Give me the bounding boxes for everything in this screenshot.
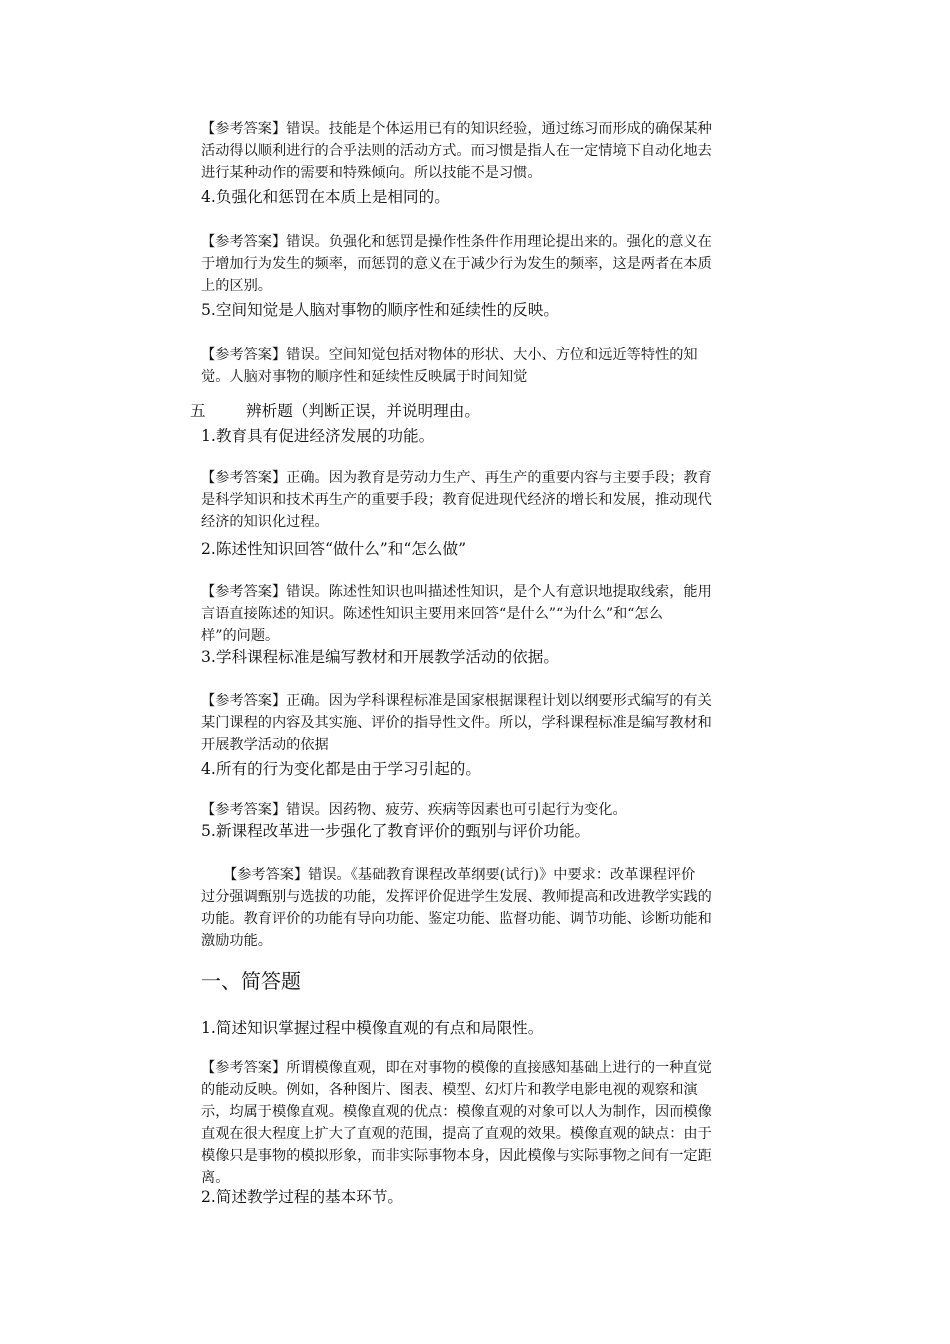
answer-block — [201, 799, 813, 821]
answer-line: 上的区别。 — [201, 278, 272, 294]
question-item: 3.学科课程标准是编写教材和开展教学活动的依据。 — [201, 648, 559, 666]
section-text: 辨析题（判断正误，并说明理由。 — [246, 402, 480, 420]
section-number: 五 — [190, 402, 206, 420]
answer-line: 离。 — [201, 1170, 230, 1186]
section-heading: 一、简答题 — [201, 969, 301, 993]
question-item: 4.负强化和惩罚在本质上是相同的。 — [201, 188, 450, 206]
answer-block — [201, 1057, 813, 1189]
answer-line: 某门课程的内容及其实施、评价的指导性文件。所以，学科课程标准是编写教材和 — [201, 715, 712, 731]
answer-line: 【参考答案】错误。《基础教育课程改革纲要(试行)》中要求：改革课程评价 — [223, 867, 696, 883]
answer-line: 进行某种动作的需要和特殊倾向。所以技能不是习惯。 — [201, 165, 542, 181]
answer-block — [201, 467, 813, 533]
question-item: 5.新课程改革进一步强化了教育评价的甄别与评价功能。 — [201, 822, 591, 840]
question-item: 1.教育具有促进经济发展的功能。 — [201, 427, 435, 445]
answer-line: 【参考答案】错误。技能是个体运用已有的知识经验，通过练习而形成的确保某种 — [201, 121, 712, 137]
question-item: 2.陈述性知识回答“做什么”和“怎么做” — [201, 540, 467, 558]
answer-line: 样”的问题。 — [201, 628, 280, 644]
answer-line: 开展教学活动的依据 — [201, 737, 329, 753]
answer-line: 功能。教育评价的功能有导向功能、鉴定功能、监督功能、调节功能、诊断功能和 — [201, 911, 712, 927]
answer-line: 【参考答案】错误。空间知觉包括对物体的形状、大小、方位和远近等特性的知 — [201, 347, 698, 363]
answer-line: 是科学知识和技术再生产的重要手段；教育促进现代经济的增长和发展，推动现代 — [201, 492, 712, 508]
answer-line: 觉。人脑对事物的顺序性和延续性反映属于时间知觉 — [201, 369, 528, 385]
answer-line: 于增加行为发生的频率，而惩罚的意义在于减少行为发生的频率，这是两者在本质 — [201, 256, 712, 272]
answer-block — [201, 581, 813, 647]
answer-line: 【参考答案】错误。负强化和惩罚是操作性条件作用理论提出来的。强化的意义在 — [201, 234, 712, 250]
answer-line: 模像只是事物的模拟形象，而非实际事物本身，因此模像与实际事物之间有一定距 — [201, 1148, 712, 1164]
answer-line: 经济的知识化过程。 — [201, 514, 329, 530]
answer-line: 示，均属于模像直观。模像直观的优点：模像直观的对象可以人为制作，因而模像 — [201, 1104, 712, 1120]
answer-line: 【参考答案】正确。因为教育是劳动力生产、再生产的重要内容与主要手段；教育 — [201, 470, 712, 486]
answer-line: 的能动反映。例如，各种图片、图表、模型、幻灯片和教学电影电视的观察和演 — [201, 1082, 698, 1098]
answer-block — [201, 118, 813, 184]
answer-block — [201, 231, 813, 297]
question-item: 2.简述教学过程的基本环节。 — [201, 1188, 404, 1206]
answer-line: 【参考答案】正确。因为学科课程标准是国家根据课程计划以纲要形式编写的有关 — [201, 693, 712, 709]
answer-line: 激励功能。 — [201, 933, 272, 949]
answer-line: 过分强调甄别与选拔的功能，发挥评价促进学生发展、教师提高和改进教学实践的 — [201, 889, 712, 905]
question-item: 4.所有的行为变化都是由于学习引起的。 — [201, 760, 481, 778]
answer-line: 【参考答案】错误。陈述性知识也叫描述性知识，是个人有意识地提取线索，能用 — [201, 584, 712, 600]
section-title — [190, 399, 480, 423]
answer-line: 直观在很大程度上扩大了直观的范围，提高了直观的效果。模像直观的缺点：由于 — [201, 1126, 712, 1142]
answer-line: 言语直接陈述的知识。陈述性知识主要用来回答“是什么”“为什么”和“怎么 — [201, 606, 663, 622]
answer-block — [201, 344, 813, 388]
answer-block — [201, 690, 813, 756]
answer-line: 【参考答案】所谓模像直观，即在对事物的模像的直接感知基础上进行的一种直觉 — [201, 1060, 712, 1076]
question-item: 5.空间知觉是人脑对事物的顺序性和延续性的反映。 — [201, 301, 559, 319]
answer-line: 活动得以顺利进行的合乎法则的活动方式。而习惯是指人在一定情境下自动化地去 — [201, 143, 712, 159]
answer-line: 【参考答案】错误。因药物、疲劳、疾病等因素也可引起行为变化。 — [201, 802, 627, 818]
answer-block — [201, 864, 813, 952]
question-item: 1.简述知识掌握过程中模像直观的有点和局限性。 — [201, 1019, 544, 1037]
